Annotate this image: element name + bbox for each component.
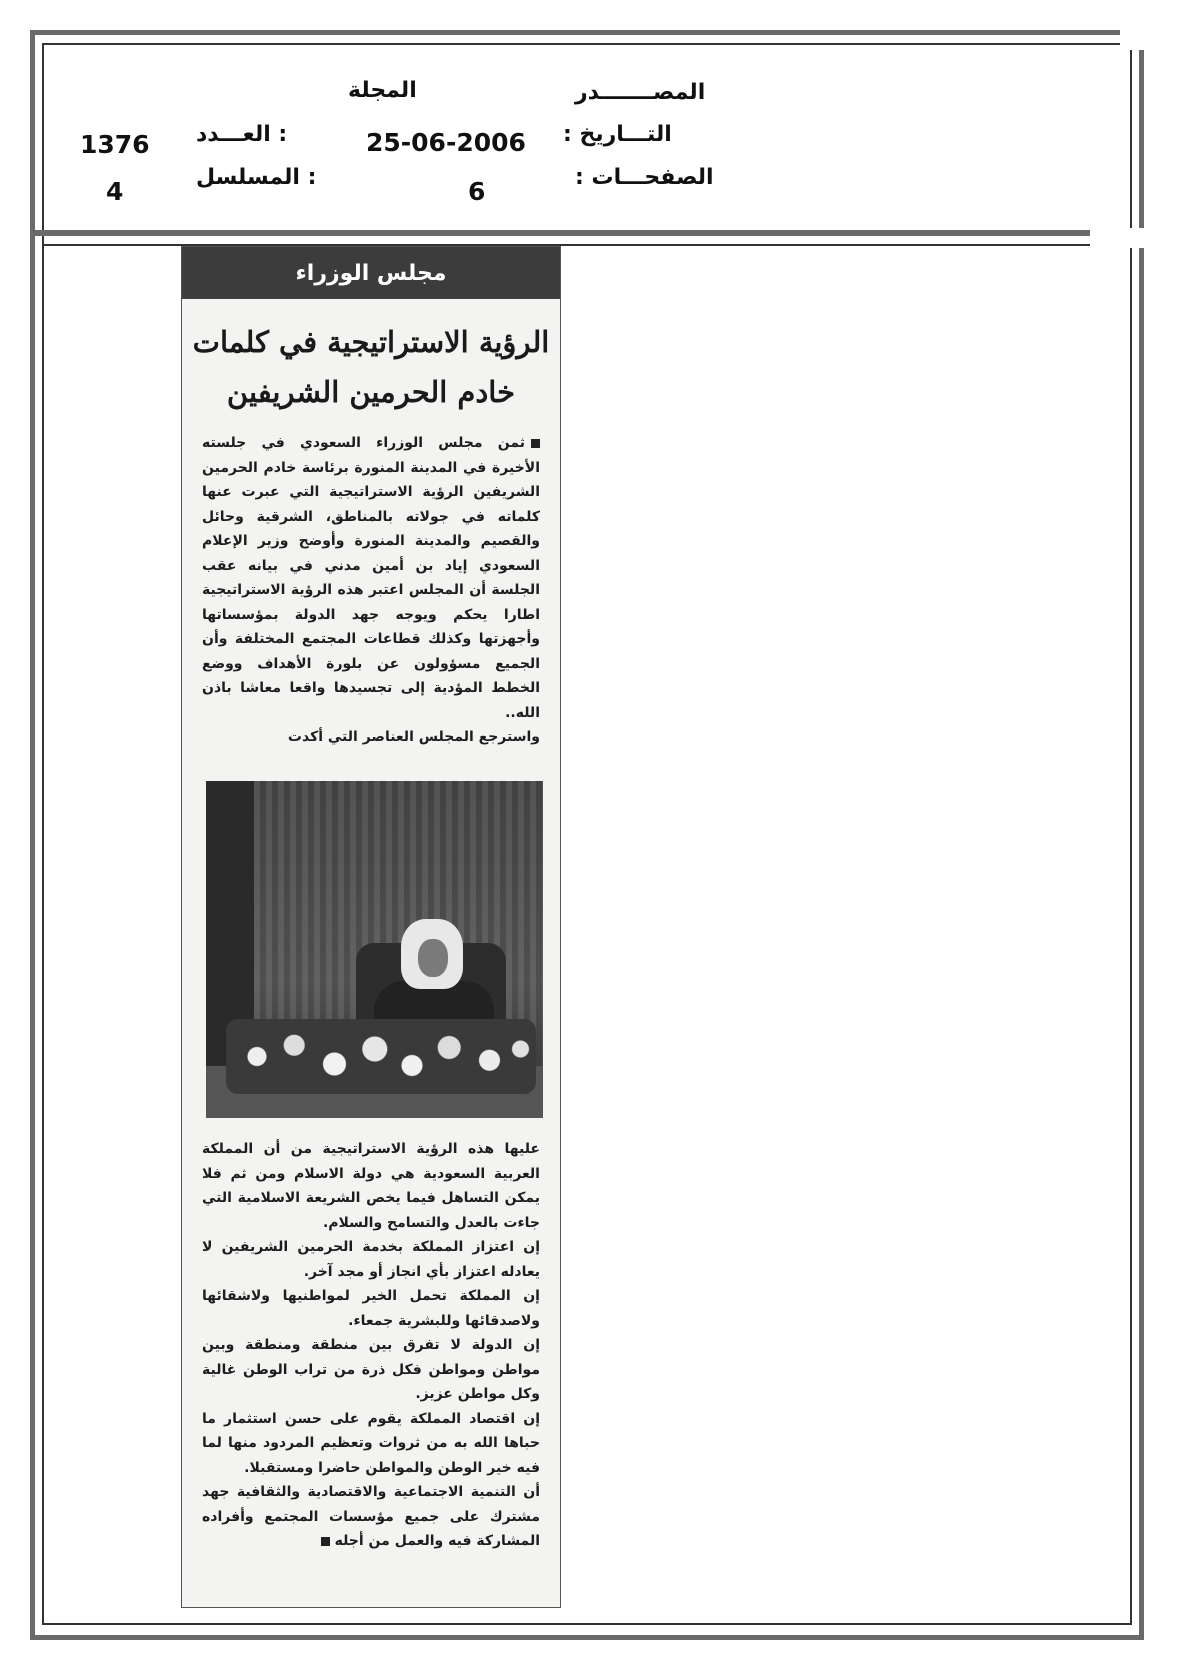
date-label: التـــاريخ : [563,122,672,147]
article-headline [192,317,550,417]
body-paragraph-final: أن التنمية الاجتماعية والاقتصادية والثقافية جهد مشترك على جميع مؤسسات المجتمع وأفراده المشاركة فيه والعمل من أجله [202,1484,540,1549]
headline-line-2: خادم الحرمين الشريفين [226,375,516,409]
serial-label: : المسلسل [196,165,317,190]
source-value: المجلة [348,78,417,103]
pages-value: 6 [468,177,486,206]
body-paragraph: إن اقتصاد المملكة يقوم على حسن استثمار ما حباها الله به من ثروات وتعظيم المردود منها لما فيه خير الوطن والمواطن حاضرا ومستقبلا. [202,1410,540,1476]
end-square-icon [321,1537,330,1546]
issue-label: : العـــدد [196,122,288,147]
issue-value: 1376 [80,130,150,159]
intro-text [202,431,540,750]
header-divider [30,230,1144,236]
body-continued [202,1137,540,1554]
article-clipping [181,246,561,1608]
date-value: 25-06-2006 [366,128,526,157]
flowers-image [226,1019,536,1094]
source-label: المصـــــــدر [575,80,706,105]
body-paragraph: إن المملكة تحمل الخير لمواطنيها ولاشقائها ولاصدقائها وللبشرية جمعاء. [202,1288,540,1329]
section-title: مجلس الوزراء [295,260,447,286]
intro-continuation: واسترجع المجلس العناصر التي أكدت [287,729,540,745]
section-header [182,247,560,299]
serial-value: 4 [106,177,124,206]
headline-line-1: الرؤية الاستراتيجية في كلمات [192,325,550,359]
intro-paragraph: ثمن مجلس الوزراء السعودي في جلسته الأخيرة في المدينة المنورة برئاسة خادم الحرمين الشريفين الرؤية الاستراتيجية التي عبرت عنها كلماته في جولاته بالمناطق، الشرقية وحائل والقصيم والمدينة المنورة وأوضح وزير الإعلام السعودي إياد بن أمين مدني في بيانه عقب الجلسة أن المجلس اعتبر هذه الرؤية الاستراتيجية اطارا يحكم ويوجه جهد الدولة بمؤسساتها وأجهزتها وكذلك قطاعات المجتمع المختلفة وأن الجميع مسؤولون عن بلورة الأهداف ووضع الخطط المؤدية إلى تجسيدها واقعا معاشا باذن الله.. [202,435,540,721]
body-paragraph: عليها هذه الرؤية الاستراتيجية من أن المملكة العربية السعودية هي دولة الاسلام ومن ثم فلا يمكن التساهل فيما يخص الشريعة الاسلامية التي جاءت بالعدل والتسامح والسلام. [202,1141,540,1231]
body-paragraph: إن اعتزاز المملكة بخدمة الحرمين الشريفين لا يعادله اعتزاز بأي انجاز أو مجد آخر. [202,1239,540,1280]
body-paragraph: إن الدولة لا تفرق بين منطقة ومنطقة وبين مواطن ومواطن فكل ذرة من تراب الوطن غالية وكل مواطن عزيز. [202,1337,540,1402]
article-photo [206,781,543,1118]
pages-label: الصفحـــات : [575,165,714,190]
bullet-square-icon [531,439,540,448]
